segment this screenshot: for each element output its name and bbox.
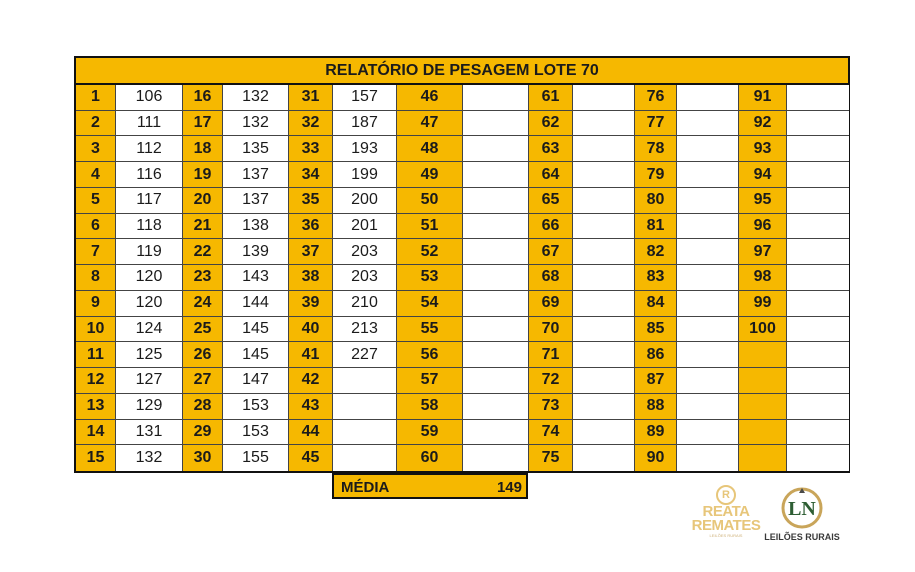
weight-cell: [787, 188, 849, 214]
lot-number-cell: 59: [397, 420, 463, 446]
weight-cell: [333, 420, 397, 446]
weight-cell: [677, 239, 739, 265]
leiloes-rurais-logo: LN LEILÕES RURAIS: [764, 485, 840, 551]
lot-number-cell: 10: [76, 317, 116, 343]
lot-number-cell: 28: [183, 394, 223, 420]
lot-number-cell: 90: [635, 445, 677, 471]
weights-grid: [76, 85, 848, 471]
lot-number-cell: 77: [635, 111, 677, 137]
lot-number-cell: 98: [739, 265, 787, 291]
lot-number-cell: 85: [635, 317, 677, 343]
weight-cell: [573, 239, 635, 265]
weight-cell: 187: [333, 111, 397, 137]
weight-cell: [573, 85, 635, 111]
lot-number-cell: 89: [635, 420, 677, 446]
lot-number-cell: 55: [397, 317, 463, 343]
weight-cell: [463, 239, 529, 265]
weight-cell: [333, 445, 397, 471]
weight-cell: [463, 136, 529, 162]
weight-cell: [463, 394, 529, 420]
lot-number-cell: 79: [635, 162, 677, 188]
lot-number-cell: 39: [289, 291, 333, 317]
weight-cell: [463, 342, 529, 368]
lot-number-cell: 100: [739, 317, 787, 343]
lot-number-cell: 73: [529, 394, 573, 420]
weight-cell: [333, 368, 397, 394]
lot-number-cell: 41: [289, 342, 333, 368]
lot-number-cell: 21: [183, 214, 223, 240]
weight-cell: [677, 368, 739, 394]
weight-cell: [787, 420, 849, 446]
weight-cell: 116: [116, 162, 183, 188]
weight-cell: 131: [116, 420, 183, 446]
weight-cell: 111: [116, 111, 183, 137]
weight-cell: 147: [223, 368, 289, 394]
weight-cell: [573, 420, 635, 446]
lot-number-cell: 17: [183, 111, 223, 137]
weight-cell: [573, 445, 635, 471]
weight-cell: [787, 111, 849, 137]
weight-cell: 125: [116, 342, 183, 368]
weight-cell: [677, 162, 739, 188]
lot-number-cell: 94: [739, 162, 787, 188]
weight-cell: 199: [333, 162, 397, 188]
weight-cell: [573, 188, 635, 214]
lot-number-cell: 75: [529, 445, 573, 471]
lot-number-cell: 1: [76, 85, 116, 111]
lot-number-cell: 8: [76, 265, 116, 291]
lot-number-cell: 32: [289, 111, 333, 137]
lot-number-cell: 35: [289, 188, 333, 214]
weight-cell: [463, 162, 529, 188]
weight-cell: 137: [223, 188, 289, 214]
lot-number-cell: 6: [76, 214, 116, 240]
weight-cell: [787, 291, 849, 317]
weight-cell: 118: [116, 214, 183, 240]
lot-number-cell: 3: [76, 136, 116, 162]
weight-cell: [573, 317, 635, 343]
weight-cell: 203: [333, 239, 397, 265]
lot-number-cell: 72: [529, 368, 573, 394]
weight-cell: 135: [223, 136, 289, 162]
weight-cell: [787, 445, 849, 471]
weight-cell: 119: [116, 239, 183, 265]
weight-cell: [573, 136, 635, 162]
lot-number-cell: 16: [183, 85, 223, 111]
lot-number-cell: [739, 445, 787, 471]
lot-number-cell: 68: [529, 265, 573, 291]
reata-mark-icon: R: [716, 485, 736, 505]
lot-number-cell: 56: [397, 342, 463, 368]
weight-cell: [677, 85, 739, 111]
weight-cell: 201: [333, 214, 397, 240]
weight-cell: [787, 85, 849, 111]
weight-cell: 124: [116, 317, 183, 343]
lot-number-cell: [739, 394, 787, 420]
lot-number-cell: 25: [183, 317, 223, 343]
weight-cell: 143: [223, 265, 289, 291]
weight-cell: 137: [223, 162, 289, 188]
lot-number-cell: [739, 420, 787, 446]
lot-number-cell: 69: [529, 291, 573, 317]
weight-cell: [677, 111, 739, 137]
weight-cell: [463, 291, 529, 317]
average-label: MÉDIA: [341, 479, 390, 496]
weight-cell: [463, 265, 529, 291]
weight-cell: 127: [116, 368, 183, 394]
weight-cell: [463, 317, 529, 343]
lot-number-cell: 88: [635, 394, 677, 420]
weight-cell: 193: [333, 136, 397, 162]
weight-cell: 213: [333, 317, 397, 343]
lot-number-cell: [739, 368, 787, 394]
weight-cell: [787, 342, 849, 368]
weight-cell: 210: [333, 291, 397, 317]
weight-cell: [677, 394, 739, 420]
lot-number-cell: 40: [289, 317, 333, 343]
weight-cell: [573, 342, 635, 368]
lot-number-cell: 13: [76, 394, 116, 420]
lot-number-cell: 43: [289, 394, 333, 420]
lot-number-cell: 60: [397, 445, 463, 471]
lot-number-cell: 14: [76, 420, 116, 446]
lot-number-cell: 58: [397, 394, 463, 420]
weight-cell: 139: [223, 239, 289, 265]
lot-number-cell: 48: [397, 136, 463, 162]
lot-number-cell: 22: [183, 239, 223, 265]
weight-cell: 145: [223, 342, 289, 368]
weight-cell: [573, 265, 635, 291]
weight-cell: 132: [223, 85, 289, 111]
leiloes-rurais-emblem-icon: [779, 485, 825, 531]
lot-number-cell: 44: [289, 420, 333, 446]
lot-number-cell: 63: [529, 136, 573, 162]
lot-number-cell: 92: [739, 111, 787, 137]
lot-number-cell: 71: [529, 342, 573, 368]
weight-cell: [333, 394, 397, 420]
lot-number-cell: 15: [76, 445, 116, 471]
weight-cell: 117: [116, 188, 183, 214]
lot-number-cell: 23: [183, 265, 223, 291]
lot-number-cell: 2: [76, 111, 116, 137]
weighing-report-table: [74, 56, 850, 473]
lot-number-cell: 45: [289, 445, 333, 471]
weight-cell: 132: [223, 111, 289, 137]
weight-cell: 153: [223, 420, 289, 446]
lot-number-cell: [739, 342, 787, 368]
weight-cell: [787, 368, 849, 394]
weight-cell: 120: [116, 265, 183, 291]
lot-number-cell: 46: [397, 85, 463, 111]
weight-cell: 138: [223, 214, 289, 240]
lot-number-cell: 36: [289, 214, 333, 240]
lot-number-cell: 87: [635, 368, 677, 394]
weight-cell: [463, 111, 529, 137]
weight-cell: [787, 317, 849, 343]
weight-cell: [677, 265, 739, 291]
weight-cell: [677, 317, 739, 343]
weight-cell: 145: [223, 317, 289, 343]
lot-number-cell: 81: [635, 214, 677, 240]
lot-number-cell: 19: [183, 162, 223, 188]
weight-cell: [787, 136, 849, 162]
weight-cell: [677, 342, 739, 368]
lot-number-cell: 37: [289, 239, 333, 265]
weight-cell: [677, 188, 739, 214]
lot-number-cell: 65: [529, 188, 573, 214]
weight-cell: [573, 214, 635, 240]
lot-number-cell: 74: [529, 420, 573, 446]
lot-number-cell: 91: [739, 85, 787, 111]
weight-cell: [463, 420, 529, 446]
lot-number-cell: 49: [397, 162, 463, 188]
lot-number-cell: 34: [289, 162, 333, 188]
weight-cell: [463, 188, 529, 214]
weight-cell: [787, 162, 849, 188]
lot-number-cell: 18: [183, 136, 223, 162]
weight-cell: 129: [116, 394, 183, 420]
weight-cell: 200: [333, 188, 397, 214]
weight-cell: 132: [116, 445, 183, 471]
lot-number-cell: 5: [76, 188, 116, 214]
weight-cell: 106: [116, 85, 183, 111]
lot-number-cell: 30: [183, 445, 223, 471]
weight-cell: 153: [223, 394, 289, 420]
lot-number-cell: 54: [397, 291, 463, 317]
lot-number-cell: 29: [183, 420, 223, 446]
lot-number-cell: 9: [76, 291, 116, 317]
report-title: RELATÓRIO DE PESAGEM LOTE 70: [76, 58, 848, 85]
lot-number-cell: 78: [635, 136, 677, 162]
lot-number-cell: 61: [529, 85, 573, 111]
lot-number-cell: 76: [635, 85, 677, 111]
lot-number-cell: 50: [397, 188, 463, 214]
lot-number-cell: 66: [529, 214, 573, 240]
average-value: 149: [496, 479, 522, 496]
lot-number-cell: 67: [529, 239, 573, 265]
lot-number-cell: 11: [76, 342, 116, 368]
lot-number-cell: 95: [739, 188, 787, 214]
lot-number-cell: 7: [76, 239, 116, 265]
average-box: [332, 473, 528, 499]
lot-number-cell: 80: [635, 188, 677, 214]
lot-number-cell: 24: [183, 291, 223, 317]
lot-number-cell: 47: [397, 111, 463, 137]
weight-cell: [573, 162, 635, 188]
weight-cell: 155: [223, 445, 289, 471]
lot-number-cell: 84: [635, 291, 677, 317]
weight-cell: 157: [333, 85, 397, 111]
lot-number-cell: 52: [397, 239, 463, 265]
weight-cell: 144: [223, 291, 289, 317]
svg-text:LN: LN: [788, 498, 816, 520]
weight-cell: 120: [116, 291, 183, 317]
weight-cell: [787, 265, 849, 291]
weight-cell: [677, 136, 739, 162]
weight-cell: [463, 368, 529, 394]
lot-number-cell: 53: [397, 265, 463, 291]
weight-cell: [677, 214, 739, 240]
weight-cell: [677, 420, 739, 446]
weight-cell: [573, 394, 635, 420]
lot-number-cell: 82: [635, 239, 677, 265]
weight-cell: 112: [116, 136, 183, 162]
lot-number-cell: 57: [397, 368, 463, 394]
lot-number-cell: 83: [635, 265, 677, 291]
lot-number-cell: 99: [739, 291, 787, 317]
lot-number-cell: 26: [183, 342, 223, 368]
weight-cell: [787, 239, 849, 265]
weight-cell: [573, 368, 635, 394]
weight-cell: [463, 85, 529, 111]
weight-cell: [463, 445, 529, 471]
lot-number-cell: 97: [739, 239, 787, 265]
lot-number-cell: 42: [289, 368, 333, 394]
lot-number-cell: 38: [289, 265, 333, 291]
weight-cell: [677, 445, 739, 471]
weight-cell: [573, 111, 635, 137]
weight-cell: 227: [333, 342, 397, 368]
lot-number-cell: 96: [739, 214, 787, 240]
lot-number-cell: 62: [529, 111, 573, 137]
lot-number-cell: 4: [76, 162, 116, 188]
lot-number-cell: 33: [289, 136, 333, 162]
reata-remates-logo: R REATA REMATES LEILÕES RURAIS: [690, 485, 762, 551]
lot-number-cell: 70: [529, 317, 573, 343]
weight-cell: [787, 394, 849, 420]
lot-number-cell: 93: [739, 136, 787, 162]
logos: [690, 485, 840, 551]
lot-number-cell: 20: [183, 188, 223, 214]
lot-number-cell: 51: [397, 214, 463, 240]
weight-cell: 203: [333, 265, 397, 291]
weight-cell: [677, 291, 739, 317]
weight-cell: [787, 214, 849, 240]
lot-number-cell: 86: [635, 342, 677, 368]
lot-number-cell: 31: [289, 85, 333, 111]
weight-cell: [573, 291, 635, 317]
lot-number-cell: 64: [529, 162, 573, 188]
weight-cell: [463, 214, 529, 240]
lot-number-cell: 12: [76, 368, 116, 394]
lot-number-cell: 27: [183, 368, 223, 394]
